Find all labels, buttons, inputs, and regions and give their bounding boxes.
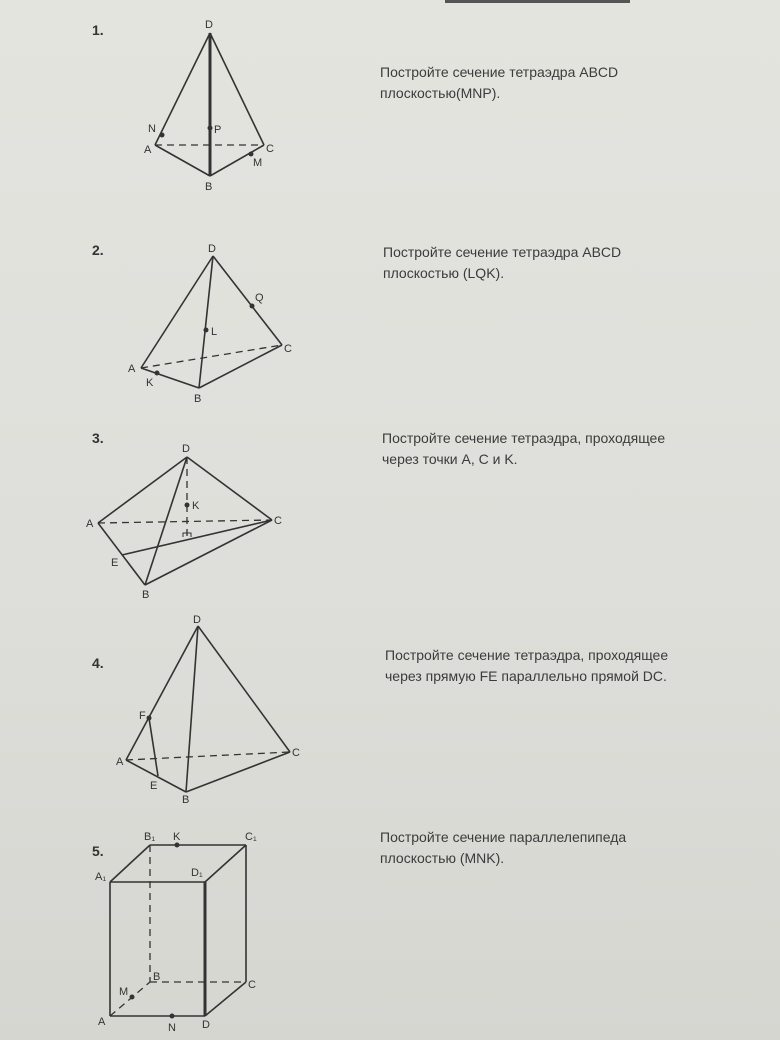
t1-label-p: P (214, 124, 222, 136)
task-2-number: 2. (92, 242, 104, 258)
t5-label-k: K (173, 831, 181, 843)
t3-label-a: A (86, 518, 94, 530)
t5-label-d: D (202, 1019, 210, 1031)
t1-label-m: M (253, 157, 263, 169)
task-5-line-1: Постройте сечение параллелепипеда (380, 829, 627, 845)
t5-label-n: N (168, 1022, 176, 1034)
task-5-number: 5. (92, 843, 104, 859)
t5-label-m: M (119, 986, 129, 998)
t4-label-b: B (182, 794, 190, 806)
t1-label-a: A (144, 144, 152, 156)
t5-label-d1: D₁ (191, 867, 203, 879)
task-1-line-1: Постройте сечение тетраэдра ABCD (380, 64, 619, 80)
task-3-line-2: через точки A, C и K. (382, 451, 518, 467)
t5-edge-dc (205, 982, 246, 1016)
task-3-number: 3. (92, 430, 104, 446)
t3-label-b: B (142, 589, 150, 601)
t4-label-e: E (150, 780, 158, 792)
task-2-line-1: Постройте сечение тетраэдра ABCD (383, 244, 622, 260)
t5-label-b1: B₁ (144, 831, 156, 843)
t2-label-l: L (211, 326, 218, 338)
t5-label-c: C (248, 979, 256, 991)
t5-edge-a1b1 (110, 845, 150, 882)
t4-label-d: D (193, 614, 201, 626)
t3-label-d: D (182, 443, 190, 455)
task-5-line-2: плоскостью (MNK). (380, 850, 505, 866)
t5-point-n (170, 1014, 175, 1019)
task-4-number: 4. (92, 655, 104, 671)
t5-label-a1: A₁ (95, 871, 107, 883)
t5-label-b: B (153, 971, 161, 983)
t5-point-m (130, 995, 135, 1000)
t4-label-c: C (292, 747, 300, 759)
t2-label-b: B (194, 393, 202, 405)
t3-label-c: C (274, 515, 282, 527)
t1-label-d: D (205, 19, 213, 31)
t1-label-b: B (205, 181, 213, 193)
task-3-line-1: Постройте сечение тетраэдра, проходящее (382, 430, 666, 446)
t5-edge-ab-hidden (110, 982, 150, 1016)
t5-edge-d1c1 (205, 845, 246, 882)
t3-label-e: E (111, 557, 119, 569)
t5-point-k (175, 843, 180, 848)
t5-label-c1: C₁ (245, 831, 257, 843)
t1-label-c: C (266, 143, 274, 155)
t2-label-a: A (128, 363, 136, 375)
t1-label-n: N (148, 123, 156, 135)
task-4-line-2: через прямую FE параллельно прямой DC. (385, 668, 667, 684)
t4-label-a: A (116, 756, 124, 768)
task-4-line-1: Постройте сечение тетраэдра, проходящее (385, 647, 669, 663)
task-2-line-2: плоскостью (LQK). (383, 265, 505, 281)
t2-label-d: D (208, 243, 216, 255)
t2-label-c: C (284, 343, 292, 355)
t5-label-a: A (98, 1016, 106, 1028)
t2-label-k: K (146, 377, 154, 389)
t2-label-q: Q (255, 292, 264, 304)
t4-label-f: F (139, 710, 146, 722)
task-1-line-2: плоскостью(MNP). (380, 85, 501, 101)
task-1-number: 1. (92, 22, 104, 38)
t3-label-k: K (192, 500, 200, 512)
